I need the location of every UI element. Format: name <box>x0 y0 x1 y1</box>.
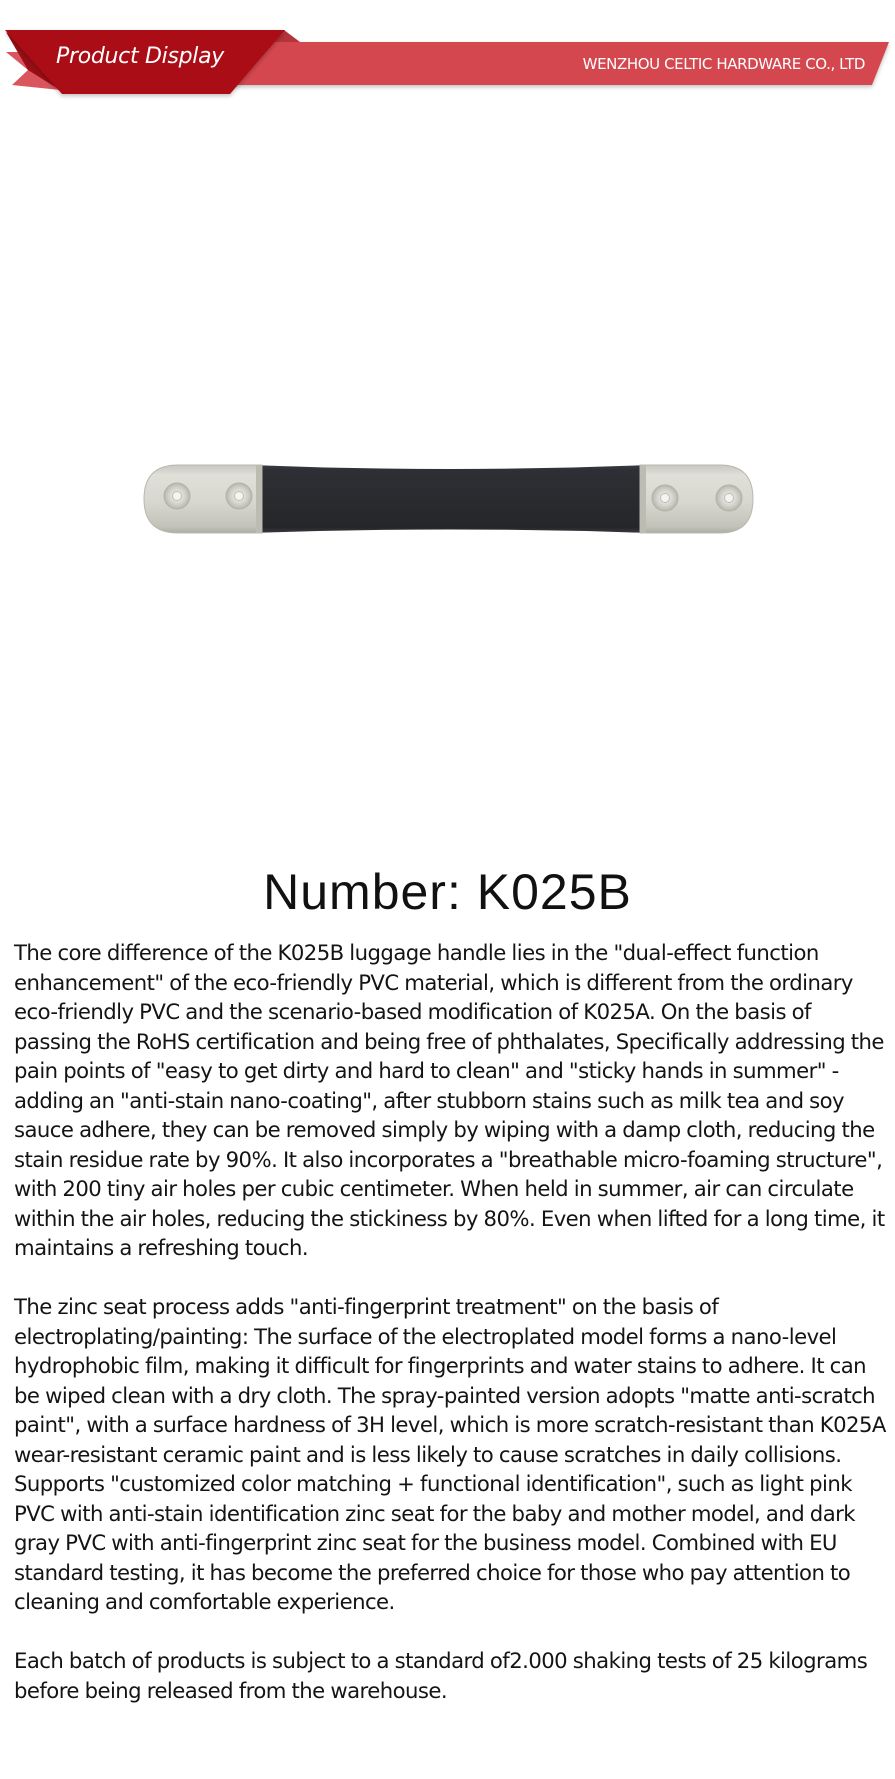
description-paragraph-testing: Each batch of products is subject to a standard of2.000 shaking tests of 25 kilograms before being released from the warehouse. <box>14 1648 868 1703</box>
right-end-cap <box>640 465 753 533</box>
description-paragraph-material: The core difference of the K025B luggage handle lies in the "dual-effect function enhancement" of the eco-friendly PVC material, which is different from the ordinary eco-friendly PVC and the scenario-based modification of K025A. On the basis of passing the RoHS certification and being free of phthalates, Specifically addressing the pain points of "easy to get dirty and hard to clean" and "sticky hands in summer" - adding an "anti-stain nano-coating", after stubborn stains such as milk tea and soy sauce adhere, they can be removed simply by wiping with a damp cloth, reducing the stain residue rate by 90%. It also incorporates a "breathable micro-foaming structure", with 200 tiny air holes per cubic centimeter. When held in summer, air can circulate within the air holes, reducing the stickiness by 80%. Even when lifted for a long time, it maintains a refreshing touch. <box>14 940 885 1260</box>
pvc-grip <box>252 465 648 533</box>
description-paragraph-zinc-seat: The zinc seat process adds "anti-fingerprint treatment" on the basis of electroplating/painting: The surface of the electroplated model forms a nano-level hydrophobic film, making it difficult for fingerprints and water stains to adhere. It can be wiped clean with a dry cloth. The spray-painted version adopts "matte anti-scratch paint", with a surface hardness of 3H level, which is more scratch-resistant than K025A wear-resistant ceramic paint and is less likely to cause scratches in daily collisions. Supports "customized color matching + functional identification", such as light pink PVC with anti-stain identification zinc seat for the baby and mother model, and dark gray PVC with anti-fingerprint zinc seat for the business model. Combined with EU standard testing, it has become the preferred choice for those who pay attention to cleaning and comfortable experience. <box>14 1294 886 1614</box>
product-image <box>0 110 895 850</box>
product-number-heading: Number: K025B <box>263 864 632 920</box>
banner-title: Product Display <box>56 44 224 69</box>
company-name: WENZHOU CELTIC HARDWARE CO., LTD <box>582 55 865 73</box>
product-display-banner <box>0 0 895 110</box>
left-end-cap <box>144 465 262 533</box>
luggage-handle-illustration <box>0 110 895 850</box>
product-description <box>14 938 886 1705</box>
